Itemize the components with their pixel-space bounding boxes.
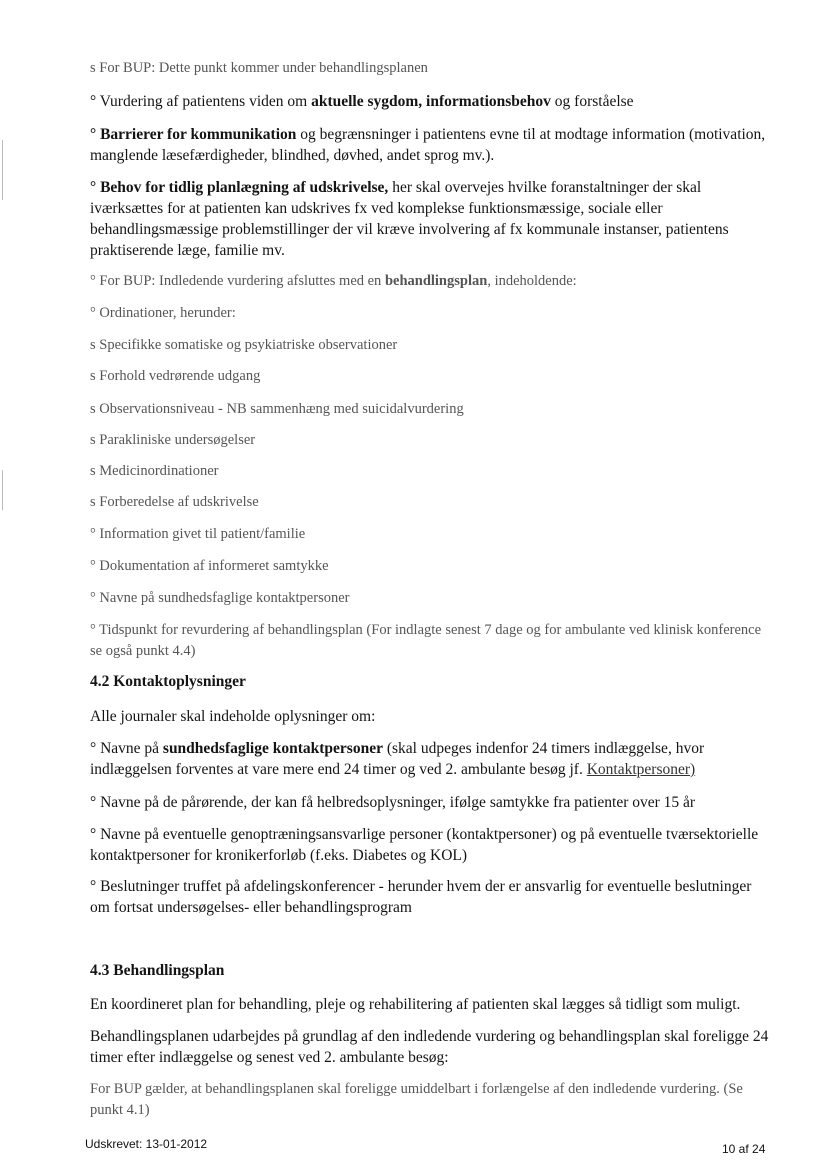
list-item: s Forhold vedrørende udgang — [90, 368, 261, 384]
list-item: ° For BUP: Indledende vurdering afsluttes med en behandlingsplan, indeholdende: — [90, 273, 577, 289]
section-heading: 4.2 Kontaktoplysninger — [90, 673, 246, 690]
list-item: s Forberedelse af udskrivelse — [90, 494, 259, 510]
paragraph: Behandlingsplanen udarbejdes på grundlag af den indledende vurdering og behandlingsplan skal foreligge 24 timer efter indlæggelse og senest ved 2. ambulante besøg: — [90, 1028, 769, 1066]
page-number: 10 af 24 — [722, 1142, 766, 1156]
paragraph: En koordineret plan for behandling, pleje og rehabilitering af patienten skal lægges så tidligt som muligt. — [90, 996, 741, 1013]
margin-mark — [2, 470, 3, 510]
print-date: Udskrevet: 13-01-2012 — [85, 1137, 208, 1151]
list-item: s Medicinordinationer — [90, 463, 219, 479]
kontaktpersoner-link[interactable]: Kontaktpersoner) — [586, 761, 696, 778]
list-item: ° Ordinationer, herunder: — [90, 305, 236, 321]
list-item: ° Navne på sundhedsfaglige kontaktpersoner — [90, 590, 350, 606]
list-item: s Observationsniveau - NB sammenhæng med suicidalvurdering — [90, 401, 464, 417]
list-item: ° Navne på de pårørende, der kan få helbredsoplysninger, ifølge samtykke fra patienter over 15 år — [90, 794, 696, 811]
list-item: s Specifikke somatiske og psykiatriske observationer — [90, 337, 398, 353]
list-item: ° Behov for tidlig planlægning af udskrivelse, her skal overvejes hvilke foranstaltninger der skal iværksættes for at patienten kan udskrives fx ved komplekse funktionsmæssige, sociale eller behandlingsmæssige problemstillinger der vil kræve involvering af fx kommunale instanser, patientens praktiserende læge, familie mv. — [90, 179, 729, 259]
list-item: ° Barrierer for kommunikation og begrænsninger i patientens evne til at modtage information (motivation, manglende læsefærdigheder, blindhed, døvhed, andet sprog mv.). — [90, 126, 766, 164]
list-item: s Parakliniske undersøgelser — [90, 432, 256, 448]
list-item: ° Dokumentation af informeret samtykke — [90, 558, 329, 574]
list-item: ° Navne på sundhedsfaglige kontaktpersoner (skal udpeges indenfor 24 timers indlæggelse, hvor indlæggelsen forventes at vare mere end 24 timer og ved 2. ambulante besøg jf. Kontaktpersoner) — [90, 740, 705, 778]
paragraph: For BUP gælder, at behandlingsplanen skal foreligge umiddelbart i forlængelse af den indledende vurdering. (Se punkt 4.1) — [90, 1081, 743, 1118]
paragraph: Alle journaler skal indeholde oplysninger om: — [90, 708, 376, 725]
list-item: ° Beslutninger truffet på afdelingskonferencer - herunder hvem der er ansvarlig for eventuelle beslutninger om fortsat undersøgelses- eller behandlingsprogram — [90, 878, 752, 916]
list-item: ° Vurdering af patientens viden om aktuelle sygdom, informationsbehov og forståelse — [90, 93, 634, 110]
list-item: ° Navne på eventuelle genoptræningsansvarlige personer (kontaktpersoner) og på eventuelle tværsektorielle kontaktpersoner for kronikerforløb (f.eks. Diabetes og KOL) — [90, 826, 759, 864]
margin-mark — [2, 140, 3, 200]
list-item: ° Information givet til patient/familie — [90, 526, 306, 542]
section-heading: 4.3 Behandlingsplan — [90, 962, 225, 979]
list-item: ° Tidspunkt for revurdering af behandlingsplan (For indlagte senest 7 dage og for ambulante ved klinisk konference se også punkt 4.4) — [90, 622, 762, 659]
list-item: s For BUP: Dette punkt kommer under behandlingsplanen — [90, 60, 428, 76]
